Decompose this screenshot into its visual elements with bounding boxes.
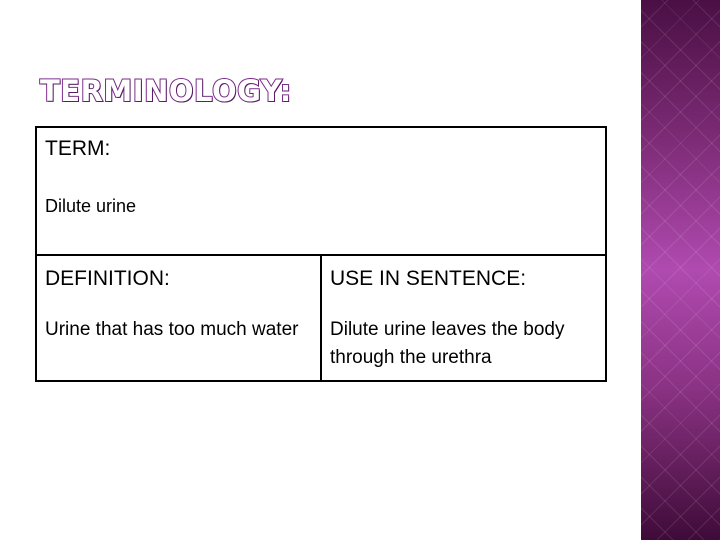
definition-label: DEFINITION: bbox=[45, 267, 170, 290]
definition-row bbox=[36, 255, 606, 381]
term-value: Dilute urine bbox=[45, 196, 137, 216]
sentence-cell bbox=[321, 255, 606, 381]
term-cell bbox=[36, 127, 606, 255]
decorative-sidebar bbox=[641, 0, 720, 540]
definition-cell bbox=[36, 255, 321, 381]
term-label: TERM: bbox=[45, 137, 111, 160]
term-row bbox=[36, 127, 606, 255]
terminology-table bbox=[35, 126, 607, 382]
sentence-label: USE IN SENTENCE: bbox=[330, 267, 527, 290]
definition-value: Urine that has too much water bbox=[45, 319, 299, 340]
slide-title: TERMINOLOGY: bbox=[40, 74, 292, 108]
sentence-value: Dilute urine leaves the body through the urethra bbox=[330, 319, 565, 368]
